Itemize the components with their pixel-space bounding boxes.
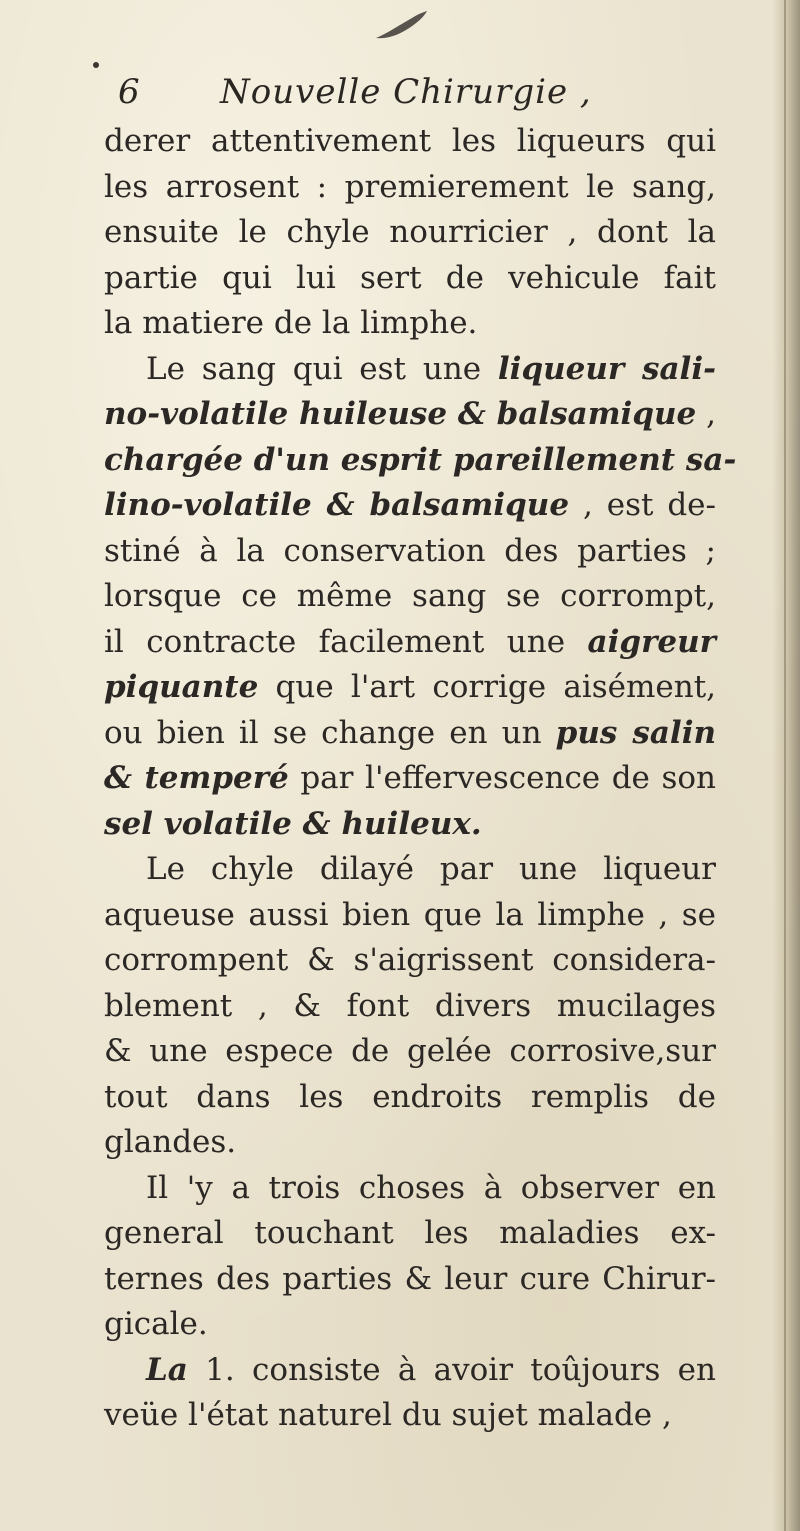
text-line xyxy=(104,1348,716,1394)
text-line xyxy=(104,984,716,1030)
text-span: les arrosent : premierement le sang, xyxy=(104,168,716,205)
text-line xyxy=(104,847,716,893)
text-line xyxy=(104,438,737,484)
text-span: aqueuse aussi bien que la limphe , se xyxy=(104,896,716,933)
text-span: , est de- xyxy=(569,487,717,523)
text-span: lorsque ce même sang se corrompt, xyxy=(104,578,716,614)
text-span: veüe l'état naturel du sujet malade , xyxy=(104,1397,672,1433)
text-line xyxy=(104,256,716,302)
italic-span: aigreur xyxy=(587,623,716,660)
italic-span: lino-volatile & balsamique xyxy=(104,487,570,523)
text-span: derer attentivement les liqueurs qui xyxy=(104,123,716,159)
text-line xyxy=(104,347,716,393)
text-span: Il 'y a trois choses à observer en xyxy=(146,1169,716,1206)
text-line xyxy=(104,392,716,438)
text-span: ternes des parties & leur cure Chirur- xyxy=(104,1260,716,1297)
text-span: Le chyle dilayé par une liqueur xyxy=(146,851,716,887)
text-span: il contracte facilement une xyxy=(104,623,588,660)
text-line xyxy=(104,893,716,939)
text-line xyxy=(104,802,716,848)
text-span: & une espece de gelée corrosive,sur xyxy=(104,1033,716,1069)
text-line xyxy=(104,1257,716,1303)
italic-span: pus salin xyxy=(555,714,717,751)
text-line xyxy=(104,711,716,757)
text-line xyxy=(104,1302,716,1348)
text-span: ensuite le chyle nourricier , dont la xyxy=(104,214,716,250)
text-span: par l'effervescence de son xyxy=(288,760,716,796)
text-span: gicale. xyxy=(104,1306,208,1342)
text-line xyxy=(104,165,716,211)
text-line xyxy=(104,620,716,666)
text-line xyxy=(104,1120,716,1166)
ink-mark xyxy=(372,8,430,44)
italic-span: La xyxy=(146,1351,188,1388)
page-edge-line xyxy=(784,0,786,1531)
italic-span: piquante xyxy=(104,669,259,705)
text-line xyxy=(104,1393,716,1439)
text-span: que l'art corrige aisément, xyxy=(258,669,716,705)
body-text xyxy=(104,119,737,1439)
text-span: corrompent & s'aigrissent considera- xyxy=(104,942,716,978)
text-line xyxy=(104,1075,716,1121)
text-span: la matiere de la limphe. xyxy=(104,305,478,341)
text-line xyxy=(104,529,716,575)
text-line xyxy=(104,119,716,165)
italic-span: liqueur sali- xyxy=(497,350,716,387)
text-line xyxy=(104,483,716,529)
text-span: blement , & font divers mucilages xyxy=(104,987,716,1024)
text-line xyxy=(104,1166,716,1212)
page-edge-shadow xyxy=(772,0,800,1531)
text-span: glandes. xyxy=(104,1124,237,1160)
page-number: 6 xyxy=(118,72,140,112)
text-line xyxy=(104,1211,716,1257)
italic-span: no-volatile huileuse & balsamique xyxy=(104,396,697,432)
running-header xyxy=(118,68,638,120)
running-title: Nouvelle Chirurgie , xyxy=(220,72,592,112)
text-line xyxy=(104,210,716,256)
ink-dot xyxy=(93,62,99,68)
text-line xyxy=(104,938,716,984)
text-span: Le sang qui est une xyxy=(146,350,498,387)
text-line xyxy=(104,574,716,620)
text-span: ou bien il se change en un xyxy=(104,714,556,751)
text-span: tout dans les endroits remplis de xyxy=(104,1078,716,1115)
text-line xyxy=(104,301,716,347)
text-line xyxy=(104,665,716,711)
italic-span: sel volatile & huileux. xyxy=(104,805,482,842)
italic-span: chargée d'un esprit pareillement sa- xyxy=(104,441,737,478)
text-span: , xyxy=(696,396,716,432)
text-span: general touchant les maladies ex- xyxy=(104,1215,716,1251)
text-span: 1. consiste à avoir toûjours en xyxy=(187,1351,716,1388)
italic-span: & temperé xyxy=(104,760,289,796)
text-span: partie qui lui sert de vehicule fait xyxy=(104,259,716,296)
text-line xyxy=(104,756,716,802)
text-span: stiné à la conservation des parties ; xyxy=(104,532,716,569)
text-line xyxy=(104,1029,716,1075)
